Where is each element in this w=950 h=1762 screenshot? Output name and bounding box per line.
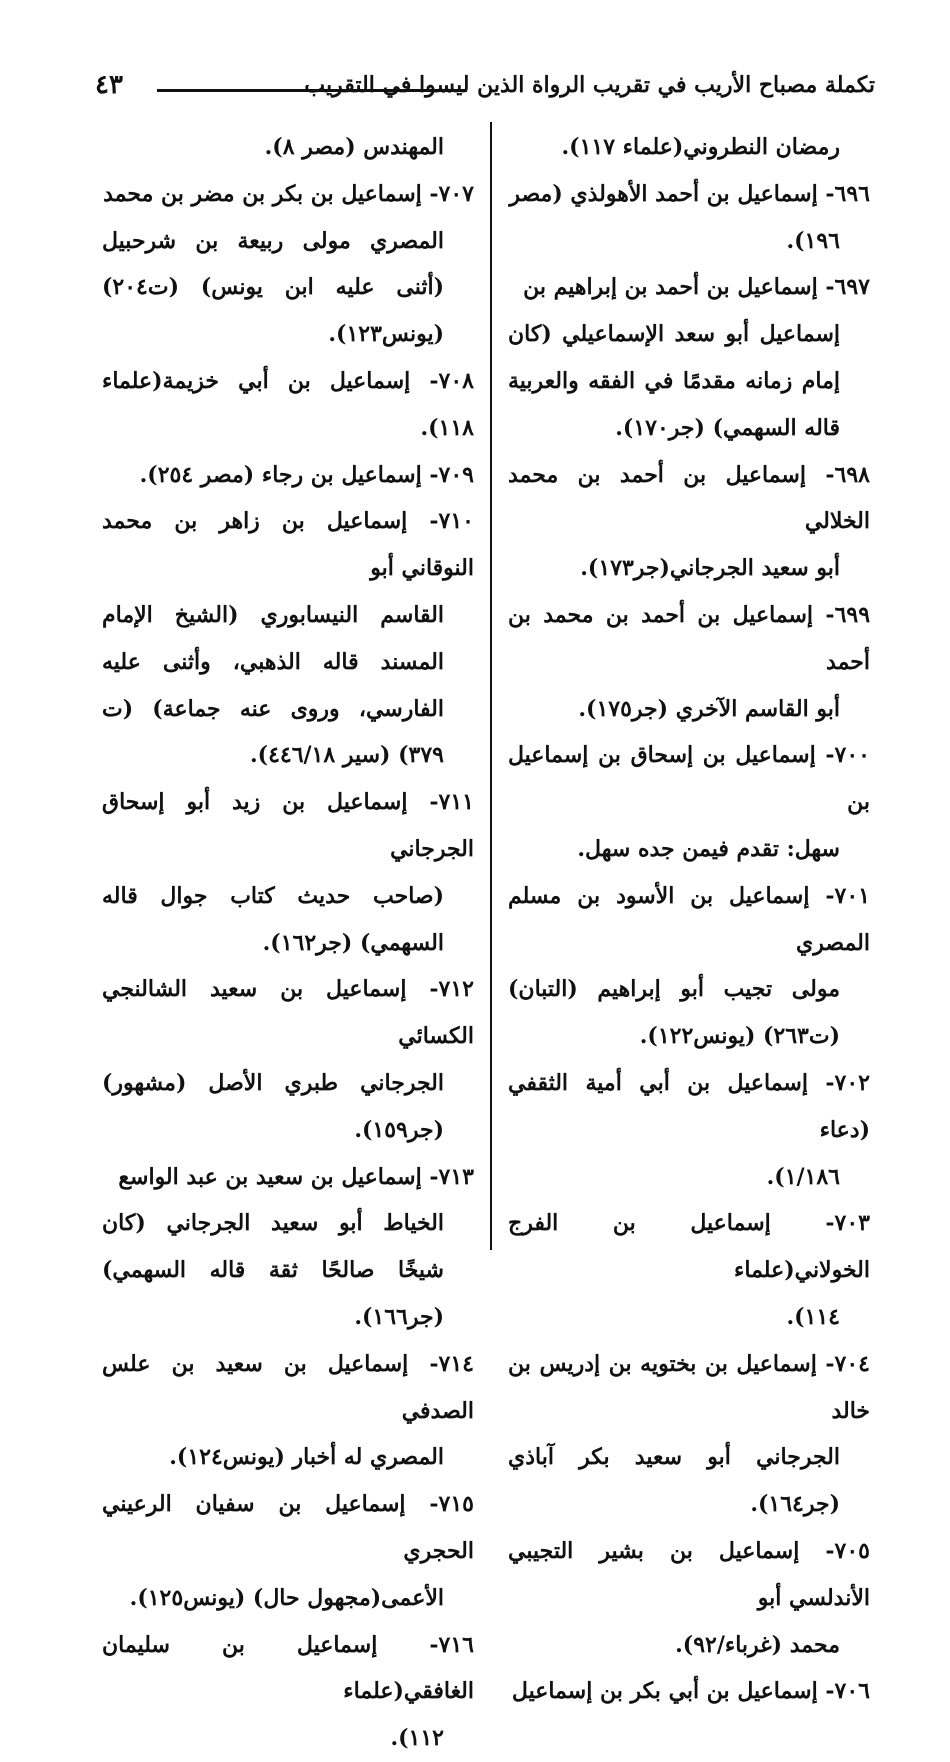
entry-number: ٧٠٢- — [825, 1069, 870, 1096]
entry-continuation: محمد (غرباء/٩٢). — [675, 1631, 840, 1658]
biography-entry — [102, 452, 474, 499]
biography-entry — [508, 1200, 870, 1340]
biography-entry — [508, 264, 870, 451]
entry-continuation: ١/١٨٦). — [766, 1163, 840, 1190]
entry-continuation: (صاحب حديث كتاب جوال قاله السهمي) (جر١٦٢). — [102, 882, 444, 956]
book-title: تكملة مصباح الأريب في تقريب الرواة الذين ليسوا في التقريب — [304, 72, 875, 98]
biography-entry — [102, 1341, 474, 1481]
entry-continuation: أبو القاسم الآخري (جر١٧٥). — [578, 695, 840, 722]
entry-continuation: ١١٤). — [786, 1303, 840, 1330]
entry-continuation: الجرجاني أبو سعيد بكر آباذي (جر١٦٤). — [508, 1444, 840, 1518]
entry-name-line: إسماعيل بن أبي أمية الثقفي (دعاء — [508, 1069, 870, 1143]
biography-entry — [508, 452, 870, 592]
entry-number: ٧١٣- — [429, 1163, 474, 1190]
entry-number: ٧١٥- — [429, 1491, 474, 1518]
biography-entry — [102, 358, 474, 452]
entry-continuation: المصري له أخبار (يونس١٢٤). — [169, 1444, 444, 1471]
entry-number: ٧١٦- — [429, 1631, 474, 1658]
entry-name-line: إسماعيل بن أبي خزيمة(علماء ١١٨). — [102, 367, 474, 441]
entry-name-line: إسماعيل بن أحمد بن محمد الخلالي — [508, 461, 870, 535]
entry-name-line: إسماعيل بن بكر بن مضر بن محمد — [103, 180, 422, 207]
entry-number: ٧١٠- — [429, 508, 474, 535]
entry-name-line: إسماعيل بن سعيد الشالنجي الكسائي — [102, 976, 474, 1050]
entry-number: ٧٠٤- — [825, 1350, 870, 1377]
entry-name-line: إسماعيل بن الفرج الخولاني(علماء — [508, 1210, 870, 1284]
entry-name-line: إسماعيل بن بشير التجيبي الأندلسي أبو — [508, 1537, 870, 1611]
column-divider — [490, 122, 492, 1250]
entry-name-line: إسماعيل بن زيد أبو إسحاق الجرجاني — [102, 789, 474, 862]
entry-name-line: إسماعيل بن سعيد بن عبد الواسع — [118, 1163, 422, 1190]
entry-name-line: إسماعيل بن أحمد الأهولذي (مصر — [509, 180, 818, 207]
entry-continuation: المهندس (مصر ٨). — [264, 134, 444, 160]
right-column — [508, 124, 870, 1715]
biography-entry — [102, 1622, 474, 1762]
entry-number: ٧٠١- — [825, 882, 870, 909]
entry-number: ٧٠٣- — [825, 1210, 870, 1237]
entry-number: ٧٠٥- — [825, 1537, 870, 1564]
biography-entry — [508, 1341, 870, 1528]
entry-number: ٦٩٩- — [825, 601, 871, 628]
entry-name-line: إسماعيل بن سليمان الغافقي(علماء — [102, 1631, 474, 1705]
header-rule — [157, 89, 467, 92]
entry-continuation: القاسم النيسابوري (الشيخ الإمام المسند قاله الذهبي، وأثنى عليه الفارسي، وروى عنه جماعة) (ت ٣٧٩) (سير ٤٤٦/١٨). — [102, 601, 444, 769]
running-header — [95, 66, 875, 110]
entry-name-line: إسماعيل بن أحمد بن محمد بن أحمد — [508, 601, 870, 675]
entry-number: ٧١٢- — [429, 976, 474, 1003]
entry-continuation: الخياط أبو سعيد الجرجاني (كان شيخًا صالحًا ثقة قاله السهمي) (جر١٦٦). — [102, 1210, 444, 1330]
entry-name-line: إسماعيل بن سفيان الرعيني الحجري — [102, 1491, 474, 1564]
entry-continuation: رمضان النطروني(علماء ١١٧). — [561, 134, 840, 160]
biography-entry — [102, 966, 474, 1153]
entry-name-line: إسماعيل بن الأسود بن مسلم المصري — [508, 882, 870, 956]
page-number: ٤٣ — [95, 70, 123, 100]
entry-number: ٧٠٠- — [825, 742, 870, 769]
entry-number: ٧٠٨- — [429, 367, 474, 394]
entry-name-line: إسماعيل بن أبي بكر بن إسماعيل — [511, 1678, 818, 1705]
entry-number: ٧١٤- — [429, 1350, 474, 1377]
entry-continuation: ١١٢). — [390, 1725, 444, 1752]
entry-continuation: الأعمى(مجهول حال) (يونس١٢٥). — [129, 1584, 444, 1611]
biography-entry — [508, 124, 870, 171]
entry-continuation: ١٩٦). — [786, 227, 840, 254]
biography-entry — [102, 1481, 474, 1621]
biography-entry — [508, 1528, 870, 1668]
biography-entry — [508, 1060, 870, 1200]
entry-name-line: إسماعيل بن بختويه بن إدريس بن خالد — [508, 1350, 870, 1424]
biography-entry — [508, 1668, 870, 1715]
biography-entry — [102, 171, 474, 358]
entry-number: ٦٩٦- — [825, 180, 870, 207]
entry-name-line: إسماعيل بن رجاء (مصر ٢٥٤). — [139, 461, 422, 488]
biography-entry — [508, 171, 870, 265]
entry-number: ٦٩٧- — [825, 274, 870, 301]
entry-name-line: إسماعيل بن سعيد بن علس الصدفي — [102, 1350, 474, 1424]
entry-continuation: الجرجاني طبري الأصل (مشهور) (جر١٥٩). — [102, 1069, 444, 1143]
entry-number: ٦٩٨- — [825, 461, 870, 488]
entry-name-line: إسماعيل بن أحمد بن إبراهيم بن — [523, 274, 818, 301]
biography-entry — [102, 779, 474, 966]
entry-name-line: إسماعيل بن زاهر بن محمد النوقاني أبو — [102, 508, 474, 582]
entry-continuation: إسماعيل أبو سعد الإسماعيلي (كان إمام زمانه مقدمًا في الفقه والعربية قاله السهمي) (جر١٧٠). — [508, 321, 840, 441]
entry-number: ٧٠٩- — [429, 461, 474, 488]
entry-continuation: المصري مولى ربيعة بن شرحبيل (أثنى عليه ابن يونس) (ت٢٠٤) (يونس١٢٣). — [102, 227, 444, 348]
biography-entry — [102, 124, 474, 171]
entry-number: ٧٠٦- — [825, 1678, 870, 1705]
biography-entry — [508, 592, 870, 732]
biography-entry — [508, 873, 870, 1060]
entry-continuation: سهل: تقدم فيمن جده سهل. — [577, 835, 840, 862]
entry-name-line: إسماعيل بن إسحاق بن إسماعيل بن — [508, 742, 870, 816]
biography-entry — [102, 1154, 474, 1341]
entry-number: ٧١١- — [429, 789, 474, 816]
left-column — [102, 124, 474, 1762]
entry-continuation: أبو سعيد الجرجاني(جر١٧٣). — [580, 555, 840, 582]
biography-entry — [102, 498, 474, 779]
entry-number: ٧٠٧- — [429, 180, 474, 207]
entry-continuation: مولى تجيب أبو إبراهيم (التبان) (ت٢٦٣) (يونس١٢٢). — [508, 976, 840, 1050]
biography-entry — [508, 732, 870, 872]
